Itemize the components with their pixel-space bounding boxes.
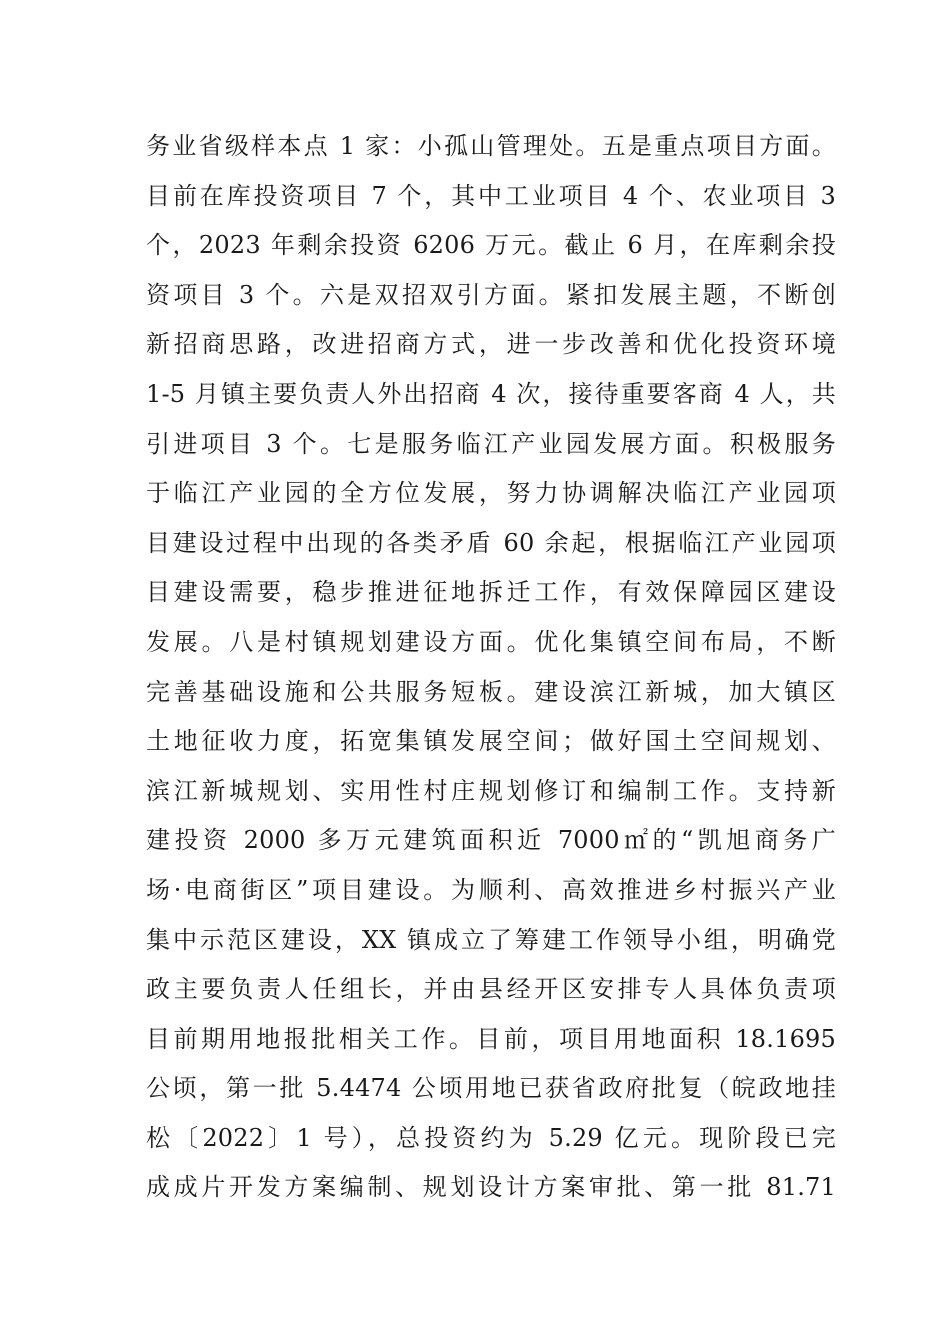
text-line: 目前期用地报批相关工作。目前，项目用地面积 18.1695 bbox=[146, 1024, 836, 1053]
text-line: 目建设需要，稳步推进征地拆迁工作，有效保障园区建设 bbox=[146, 578, 836, 607]
text-line: 滨江新城规划、实用性村庄规划修订和编制工作。支持新 bbox=[146, 776, 836, 805]
text-line: 个，2023 年剩余投资 6206 万元。截止 6 月，在库剩余投 bbox=[146, 231, 836, 260]
text-line: 新招商思路，改进招商方式，进一步改善和优化投资环境 bbox=[146, 330, 836, 359]
text-line: 松〔2022〕1 号），总投资约为 5.29 亿元。现阶段已完 bbox=[146, 1123, 836, 1152]
text-line: 务业省级样本点 1 家：小孤山管理处。五是重点项目方面。 bbox=[146, 132, 836, 160]
text-line: 政主要负责人任组长，并由县经开区安排专人具体负责项 bbox=[146, 975, 836, 1004]
text-line: 发展。八是村镇规划建设方面。优化集镇空间布局，不断 bbox=[146, 627, 836, 656]
text-line: 于临江产业园的全方位发展，努力协调解决临江产业园项 bbox=[146, 479, 836, 508]
body-text bbox=[146, 122, 836, 1213]
text-line: 资项目 3 个。六是双招双引方面。紧扣发展主题，不断创 bbox=[146, 280, 836, 309]
text-line: 目建设过程中出现的各类矛盾 60 余起，根据临江产业园项 bbox=[146, 528, 836, 557]
text-line: 完善基础设施和公共服务短板。建设滨江新城，加大镇区 bbox=[146, 677, 836, 706]
text-line: 目前在库投资项目 7 个，其中工业项目 4 个、农业项目 3 bbox=[146, 181, 836, 210]
text-line: 公顷，第一批 5.4474 公顷用地已获省政府批复（皖政地挂 bbox=[146, 1074, 836, 1103]
text-line: 土地征收力度，拓宽集镇发展空间；做好国土空间规划、 bbox=[146, 727, 836, 756]
text-line: 1-5 月镇主要负责人外出招商 4 次，接待重要客商 4 人，共 bbox=[146, 379, 836, 408]
text-line: 成成片开发方案编制、规划设计方案审批、第一批 81.71 bbox=[146, 1173, 836, 1202]
text-line: 建投资 2000 多万元建筑面积近 7000㎡的“凯旭商务广 bbox=[146, 826, 836, 855]
text-line: 场·电商街区”项目建设。为顺利、高效推进乡村振兴产业 bbox=[146, 875, 836, 904]
text-line: 集中示范区建设，XX 镇成立了筹建工作领导小组，明确党 bbox=[146, 925, 836, 954]
text-line: 引进项目 3 个。七是服务临江产业园发展方面。积极服务 bbox=[146, 429, 836, 458]
